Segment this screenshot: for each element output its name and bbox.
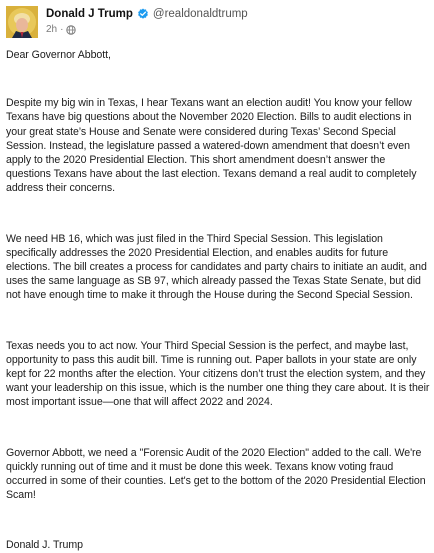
avatar-image: [6, 6, 38, 38]
post-header: [6, 6, 426, 40]
avatar[interactable]: [6, 6, 38, 38]
post-meta: [46, 24, 76, 35]
post-paragraph: We need HB 16, which was just filed in the Third Special Session. This legislation specifically addresses the 2020 Presidential Election, and enables audits for future elections. The bill creates a process for candidates and party chairs to initiate an audit, and uses the same language as SB 97, which already passed the Texas State Senate, but did not have enough time to make it through the House during the Second Special Session.: [6, 232, 427, 302]
post-paragraph: Despite my big win in Texas, I hear Texans want an election audit! You know your fellow Texans have big questions about the November 2020 Election. Bills to audit elections in your great state’s House and Senate were considered during Texas’ Second Special Session. Instead, the legislature passed a watered-down amendment that doesn’t even apply to the 2020 Presidential Election. This short amendment doesn’t answer the questions Texans have about the last election. Texans demand a real audit to completely address their concerns.: [6, 97, 417, 195]
post-paragraph: Texas needs you to act now. Your Third Special Session is the perfect, and maybe last, opportunity to pass this audit bill. Time is running out. Paper ballots in your state are only kept for 22 months after the election. Your citizens don’t trust the election system, and they want your leadership on this issue, which is the number one thing they care about. It is their most important issue—one that will affect 2022 and 2024.: [6, 339, 430, 409]
author-name[interactable]: Donald J Trump: [46, 8, 133, 20]
post-timestamp[interactable]: 2h: [46, 24, 58, 35]
post-paragraph: Governor Abbott, we need a "Forensic Audit of the 2020 Election" added to the call. We're quickly running out of time and it must be done this week. Texans know voting fraud occurred in some of their counties. Let's get to the bottom of the 2020 Presidential Election Scam!: [6, 446, 426, 502]
post-body: [6, 48, 430, 553]
post-greeting: Dear Governor Abbott,: [6, 49, 111, 61]
post-signoff: Donald J. Trump: [6, 539, 83, 552]
author-line: [46, 8, 248, 20]
meta-separator: ·: [60, 24, 64, 35]
globe-icon: [66, 25, 76, 35]
author-handle[interactable]: @realdonaldtrump: [152, 8, 248, 20]
verified-badge-icon: [137, 8, 149, 20]
